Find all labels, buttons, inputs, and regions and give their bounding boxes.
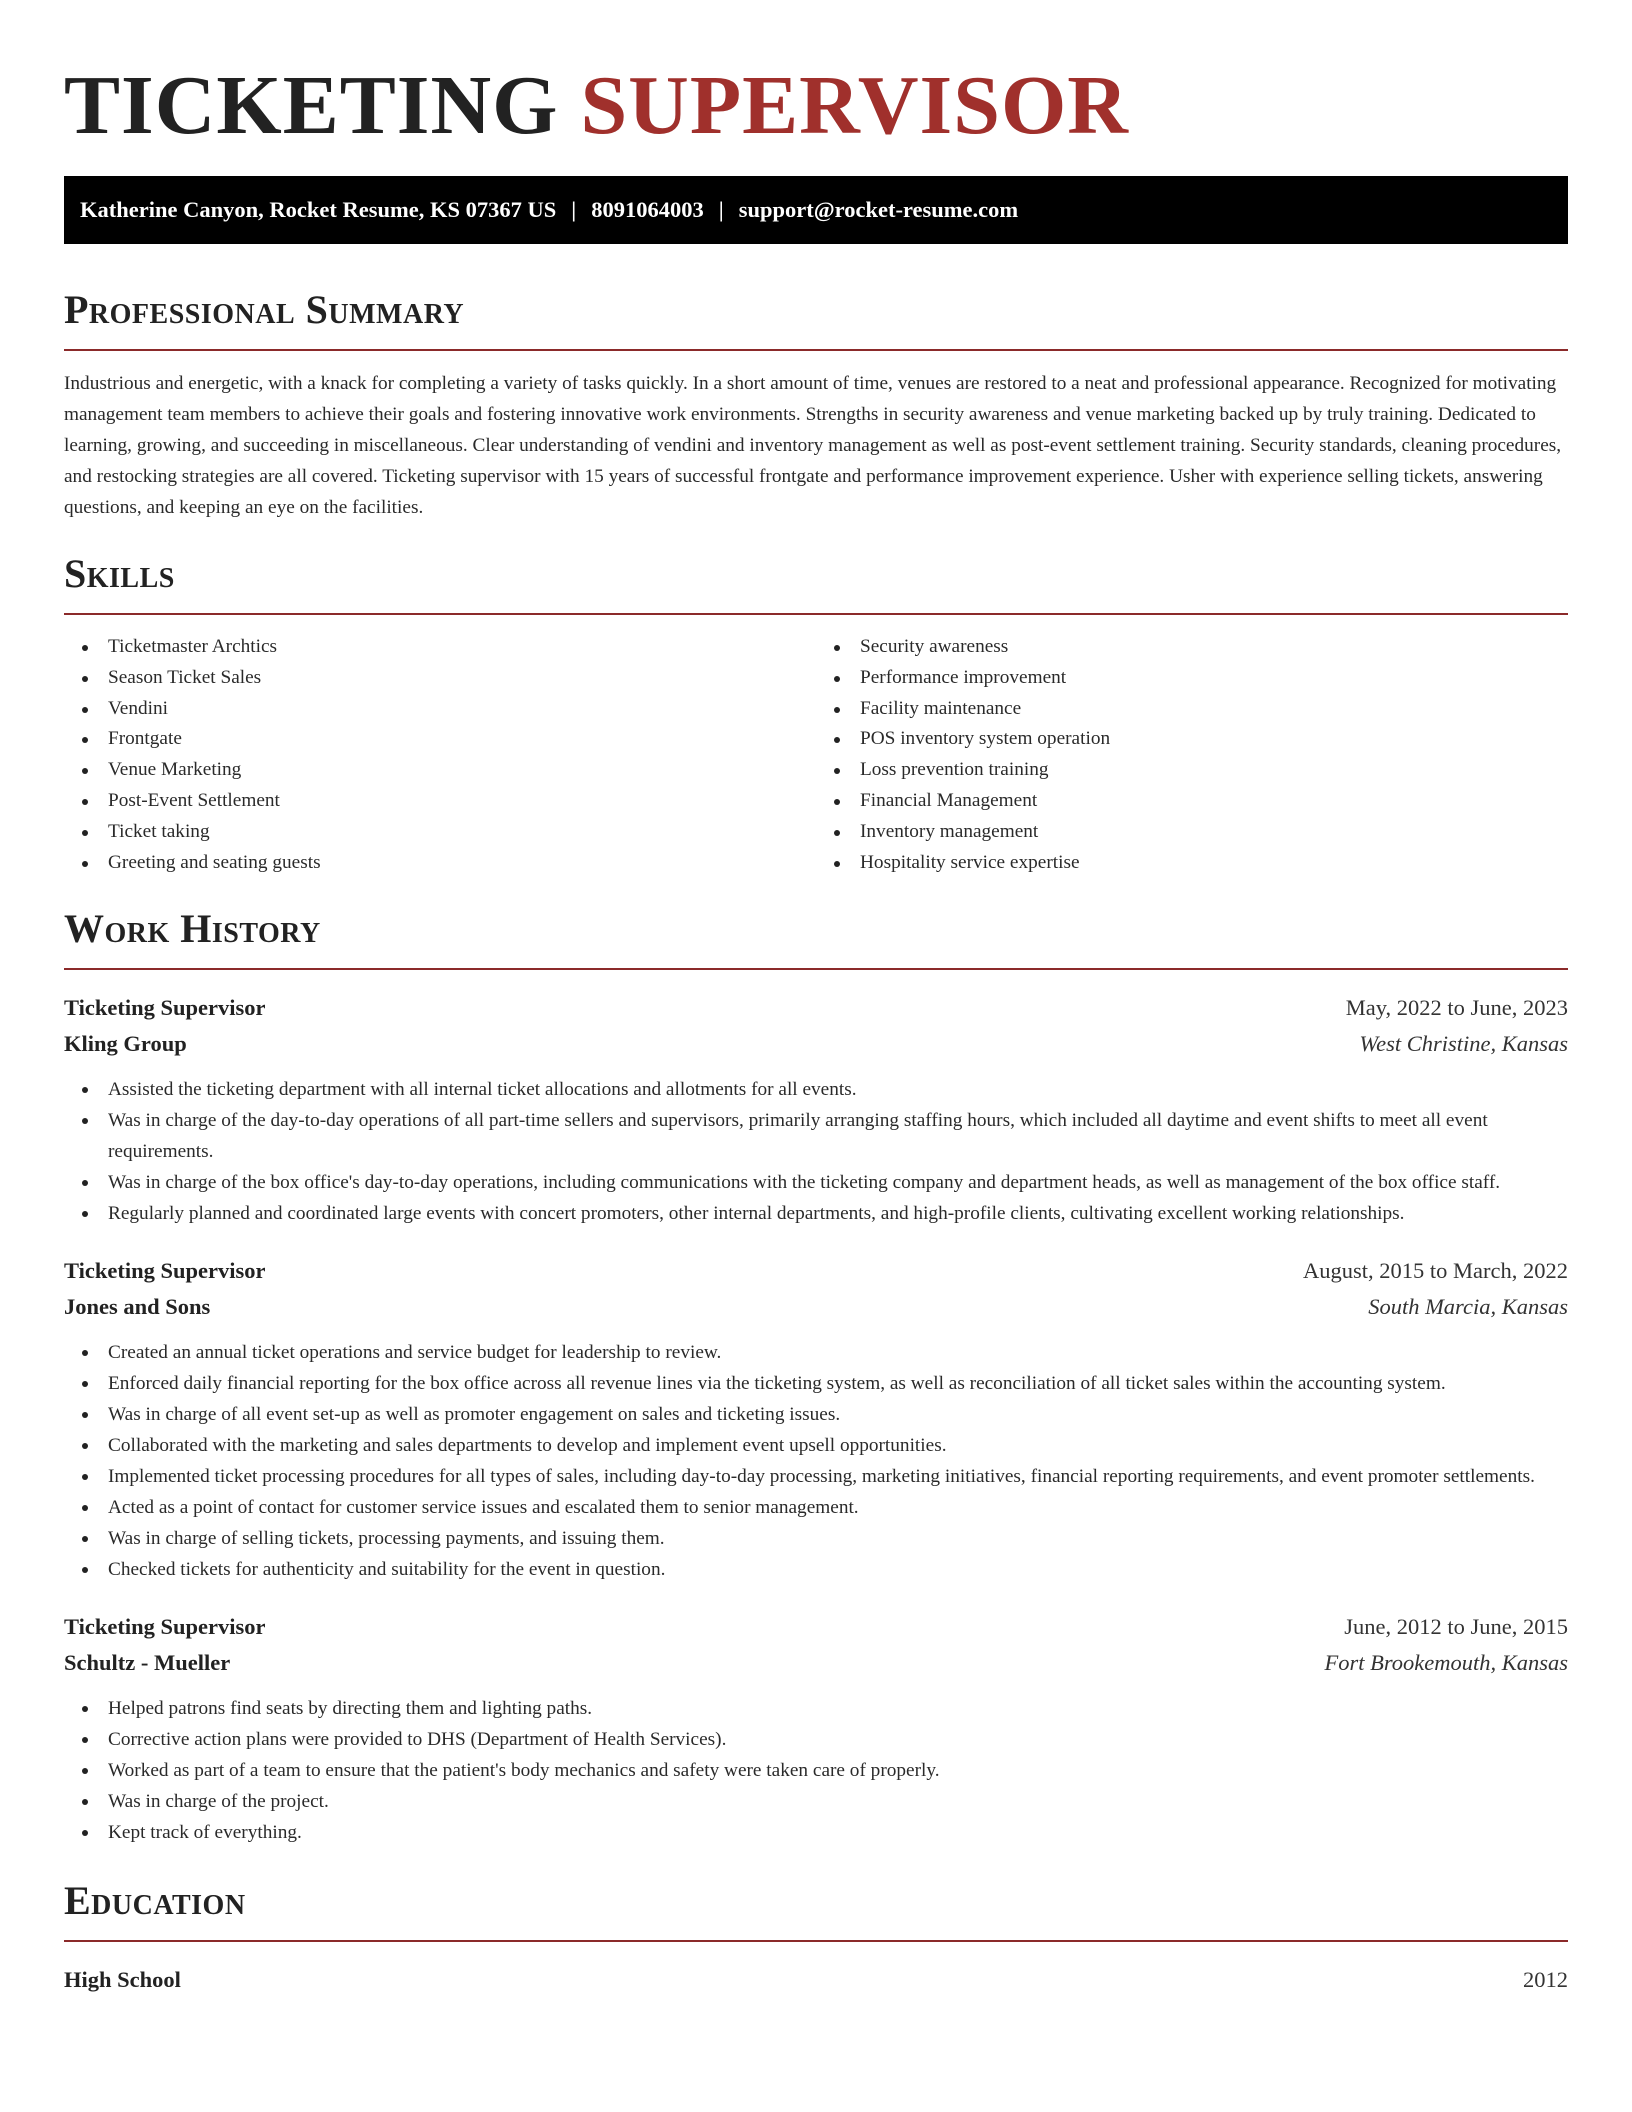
job-duty-item: Assisted the ticketing department with all internal ticket allocations and allotments for all events.	[64, 1074, 1568, 1105]
skills-column-left	[64, 632, 816, 878]
skill-item: Performance improvement	[816, 663, 1568, 694]
contact-separator: |	[718, 197, 724, 222]
work-history-heading: Work History	[64, 906, 321, 952]
summary-text: Industrious and energetic, with a knack for completing a variety of tasks quickly. In a short amount of time, venues are restored to a neat and professional appearance. Recognized for motivating management team members to achieve their goals and fostering innovative work environments. Strengths in security awareness and venue marketing backed up by truly training. Dedicated to learning, growing, and succeeding in miscellaneous. Clear understanding of vendini and inventory management as well as post-event settlement training. Security standards, cleaning procedures, and restocking strategies are all covered. Ticketing supervisor with 15 years of successful frontgate and performance improvement experience. Usher with experience selling tickets, answering questions, and keeping an eye on the facilities.	[64, 373, 1562, 518]
skill-item: Loss prevention training	[816, 755, 1568, 786]
education-heading: Education	[64, 1878, 246, 1924]
job-duty-item: Acted as a point of contact for customer service issues and escalated them to senior management.	[64, 1492, 1568, 1523]
title-accent: SUPERVISOR	[580, 59, 1129, 152]
job-dates: June, 2012 to June, 2015	[1344, 1614, 1568, 1640]
job-company: Kling Group	[64, 1031, 187, 1057]
job-duty-item: Created an annual ticket operations and service budget for leadership to review.	[64, 1337, 1568, 1368]
job-duty-item: Helped patrons find seats by directing them and lighting paths.	[64, 1693, 1568, 1724]
job-duties	[64, 1074, 1568, 1229]
job-title: Ticketing Supervisor	[64, 1258, 266, 1284]
skill-item: Season Ticket Sales	[64, 663, 816, 694]
skill-item: Greeting and seating guests	[64, 848, 816, 879]
education-year: 2012	[1523, 1967, 1568, 1993]
job-header-row	[64, 1253, 1568, 1289]
skill-item: Venue Marketing	[64, 755, 816, 786]
title-primary: TICKETING	[64, 59, 559, 152]
contact-bar	[64, 176, 1568, 244]
skill-item: Ticketmaster Archtics	[64, 632, 816, 663]
skills-heading: Skills	[64, 551, 175, 596]
job-company-row	[64, 1026, 1568, 1062]
job-entry	[64, 1253, 1568, 1585]
education-entry	[64, 1962, 1568, 1998]
section-divider	[64, 1940, 1568, 1942]
job-duty-item: Implemented ticket processing procedures for all types of sales, including day-to-day processing, marketing initiatives, financial reporting requirements, and event promoter settlements.	[64, 1461, 1568, 1492]
skill-item: Vendini	[64, 694, 816, 725]
job-duty-item: Was in charge of the project.	[64, 1786, 1568, 1817]
skill-item: Frontgate	[64, 724, 816, 755]
job-duty-item: Was in charge of the day-to-day operations of all part-time sellers and supervisors, primarily arranging staffing hours, which included all daytime and event shifts to meet all event requirements.	[64, 1105, 1568, 1167]
job-header-row	[64, 1609, 1568, 1645]
job-duty-item: Enforced daily financial reporting for the box office across all revenue lines via the ticketing system, as well as reconciliation of all ticket sales within the accounting system.	[64, 1368, 1568, 1399]
skill-item: Hospitality service expertise	[816, 848, 1568, 879]
skill-item: Inventory management	[816, 817, 1568, 848]
skill-item: Facility maintenance	[816, 694, 1568, 725]
job-company: Jones and Sons	[64, 1294, 211, 1320]
skills-grid	[64, 632, 1568, 878]
job-header-row	[64, 990, 1568, 1026]
job-duty-item: Corrective action plans were provided to DHS (Department of Health Services).	[64, 1724, 1568, 1755]
skills-list-right	[816, 632, 1568, 878]
job-entry	[64, 990, 1568, 1229]
job-duty-item: Kept track of everything.	[64, 1817, 1568, 1848]
skill-item: Ticket taking	[64, 817, 816, 848]
job-location: South Marcia, Kansas	[1368, 1294, 1568, 1320]
job-duties	[64, 1337, 1568, 1585]
job-duty-item: Was in charge of the box office's day-to-day operations, including communications with the ticketing company and department heads, as well as management of the box office staff.	[64, 1167, 1568, 1198]
skill-item: Security awareness	[816, 632, 1568, 663]
skills-list-left	[64, 632, 816, 878]
job-title: Ticketing Supervisor	[64, 995, 266, 1021]
job-entry	[64, 1609, 1568, 1848]
job-dates: August, 2015 to March, 2022	[1303, 1258, 1568, 1284]
work-history-section	[64, 905, 1568, 1848]
contact-address: Katherine Canyon, Rocket Resume, KS 07367 US	[80, 197, 557, 222]
job-duties	[64, 1693, 1568, 1848]
education-degree: High School	[64, 1967, 181, 1993]
job-location: Fort Brookemouth, Kansas	[1324, 1650, 1568, 1676]
skill-item: Financial Management	[816, 786, 1568, 817]
section-divider	[64, 968, 1568, 970]
skills-column-right	[816, 632, 1568, 878]
job-title: Ticketing Supervisor	[64, 1614, 266, 1640]
contact-separator: |	[571, 197, 577, 222]
resume-title	[64, 0, 1568, 154]
job-duty-item: Regularly planned and coordinated large events with concert promoters, other internal departments, and high-profile clients, cultivating excellent working relationships.	[64, 1198, 1568, 1229]
job-company-row	[64, 1645, 1568, 1681]
job-duty-item: Collaborated with the marketing and sales departments to develop and implement event upsell opportunities.	[64, 1430, 1568, 1461]
job-dates: May, 2022 to June, 2023	[1345, 995, 1568, 1021]
job-company: Schultz - Mueller	[64, 1650, 231, 1676]
contact-email: support@rocket-resume.com	[738, 197, 1019, 222]
job-location: West Christine, Kansas	[1359, 1031, 1568, 1057]
job-company-row	[64, 1289, 1568, 1325]
skills-section	[64, 550, 1568, 878]
skill-item: POS inventory system operation	[816, 724, 1568, 755]
section-divider	[64, 613, 1568, 615]
job-duty-item: Was in charge of all event set-up as well as promoter engagement on sales and ticketing issues.	[64, 1399, 1568, 1430]
summary-section	[64, 286, 1568, 523]
job-duty-item: Worked as part of a team to ensure that the patient's body mechanics and safety were taken care of properly.	[64, 1755, 1568, 1786]
skill-item: Post-Event Settlement	[64, 786, 816, 817]
summary-heading: Professional Summary	[64, 287, 465, 332]
education-section	[64, 1877, 1568, 1998]
job-duty-item: Checked tickets for authenticity and suitability for the event in question.	[64, 1554, 1568, 1585]
section-divider	[64, 349, 1568, 351]
contact-phone: 8091064003	[591, 197, 704, 222]
job-duty-item: Was in charge of selling tickets, processing payments, and issuing them.	[64, 1523, 1568, 1554]
